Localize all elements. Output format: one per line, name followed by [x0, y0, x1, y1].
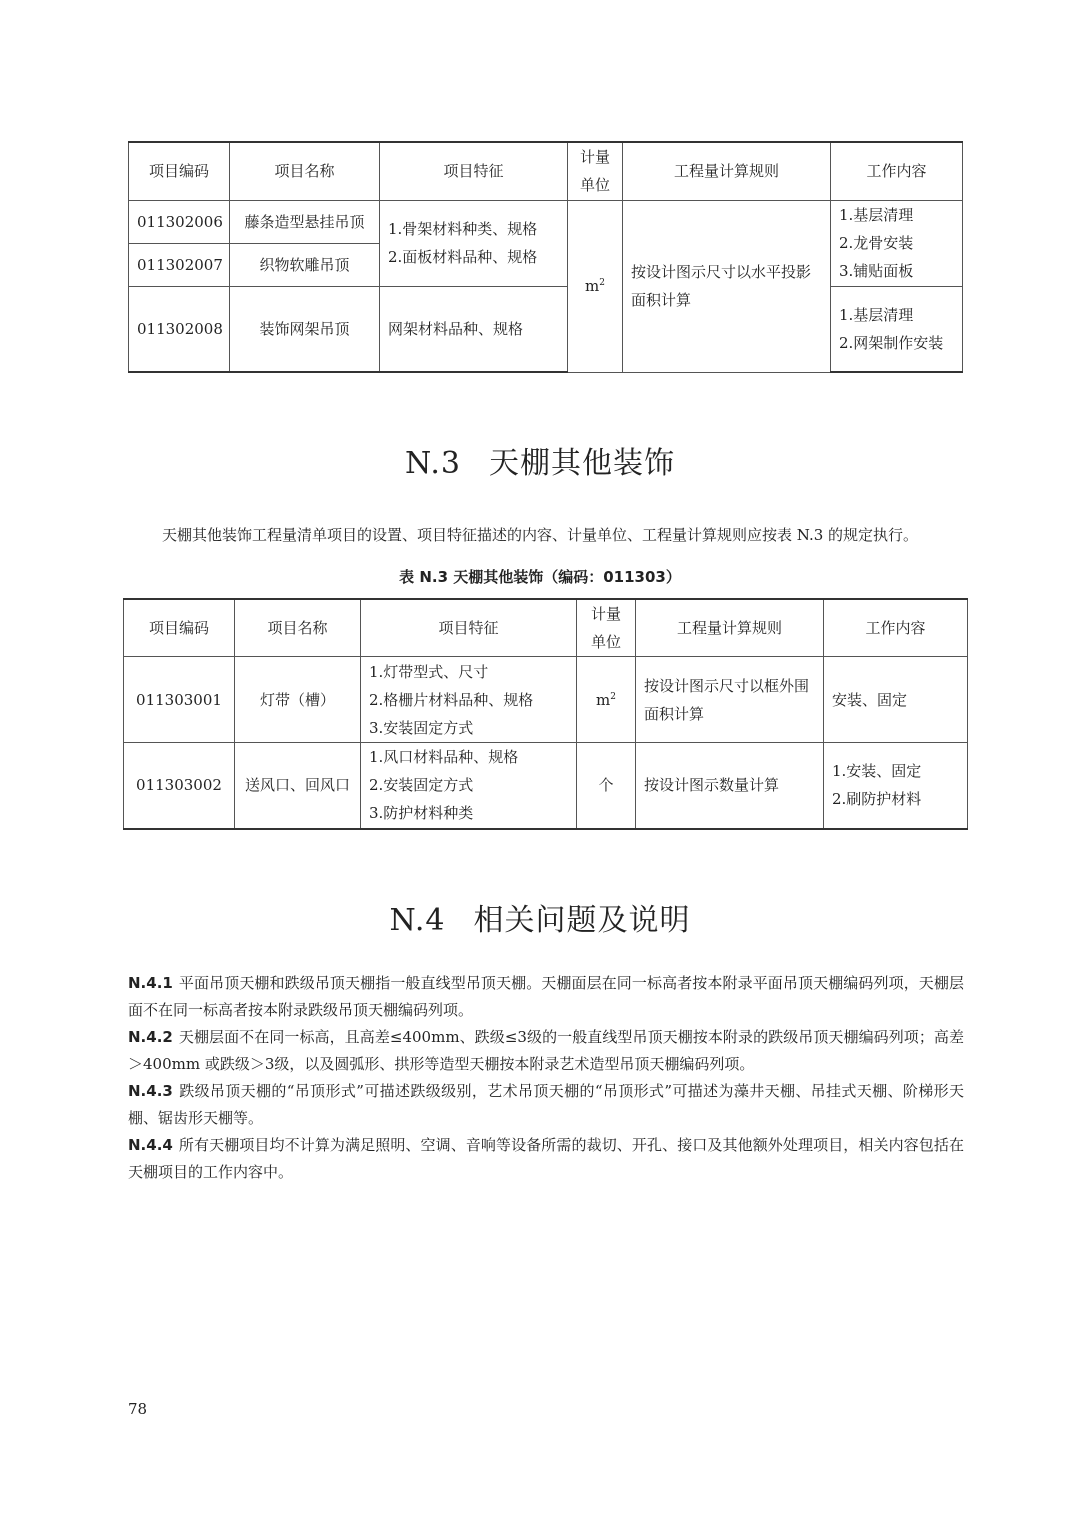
- row-code: 011303002: [124, 743, 235, 829]
- row-unit: [568, 200, 623, 372]
- row-code: 011302008: [129, 286, 230, 372]
- header-unit-line2: 单位: [590, 633, 621, 651]
- note-id: N.4.1: [128, 974, 173, 992]
- row-features: [361, 657, 577, 743]
- feature-line: 3.安装固定方式: [369, 718, 474, 737]
- feature-line: 1.骨架材料种类、规格: [388, 220, 538, 238]
- header-feature: 项目特征: [361, 599, 577, 657]
- ceiling-table-n3: [123, 598, 968, 830]
- header-work: 工作内容: [831, 142, 963, 200]
- note-id: N.4.4: [128, 1136, 173, 1154]
- ceiling-table-n2: [128, 141, 963, 373]
- row-unit: [577, 743, 636, 829]
- feature-line: 1.灯带型式、尺寸: [369, 662, 489, 681]
- row-work: [831, 286, 963, 372]
- unit-text: m: [596, 690, 611, 709]
- row-name: 送风口、回风口: [235, 743, 361, 829]
- feature-line: 2.格栅片材料品种、规格: [369, 690, 534, 709]
- row-features: [361, 743, 577, 829]
- note-text: 平面吊顶天棚和跌级吊顶天棚指一般直线型吊顶天棚。天棚面层在同一标高者按本附录平面吊顶天棚编码列项，天棚层面不在同一标高者按本附录跌级吊顶天棚编码列项。: [128, 974, 964, 1019]
- work-line: 3.铺贴面板: [839, 262, 914, 280]
- section-number: N.3: [405, 446, 461, 481]
- note-id: N.4.3: [128, 1082, 173, 1100]
- row-code: 011303001: [124, 657, 235, 743]
- table-caption: 表 N.3 天棚其他装饰（编码：011303）: [399, 568, 681, 586]
- header-code: 项目编码: [124, 599, 235, 657]
- unit-text: 个: [598, 776, 614, 795]
- header-feature: 项目特征: [380, 142, 568, 200]
- feature-line: 2.安装固定方式: [369, 776, 474, 795]
- header-code: 项目编码: [129, 142, 230, 200]
- row-features: [380, 200, 568, 286]
- row-work: [824, 657, 968, 743]
- row-unit: [577, 657, 636, 743]
- note-id: N.4.2: [128, 1028, 173, 1046]
- row-rule: 按设计图示数量计算: [636, 743, 824, 829]
- work-line: 1.基层清理: [839, 305, 914, 324]
- note-text: 跌级吊顶天棚的“吊顶形式”可描述跌级级别，艺术吊顶天棚的“吊顶形式”可描述为藻井天棚、吊挂式天棚、阶梯形天棚、锯齿形天棚等。: [128, 1082, 964, 1127]
- note-item: [128, 970, 964, 1024]
- row-name: 灯带（槽）: [235, 657, 361, 743]
- work-line: 2.龙骨安装: [839, 234, 914, 252]
- section-heading-n4: [0, 895, 1080, 939]
- header-unit-line1: 计量: [579, 148, 610, 167]
- section-title: 天棚其他装饰: [488, 446, 675, 481]
- header-rule: 工程量计算规则: [636, 599, 824, 657]
- feature-line: 3.防护材料种类: [369, 804, 474, 823]
- header-unit: [568, 142, 623, 200]
- row-code: 011302006: [129, 200, 230, 243]
- header-name: 项目名称: [230, 142, 380, 200]
- row-features: 网架材料品种、规格: [380, 286, 568, 372]
- row-code: 011302007: [129, 243, 230, 286]
- intro-paragraph: 天棚其他装饰工程量清单项目的设置、项目特征描述的内容、计量单位、工程量计算规则应按表 N.3 的规定执行。: [162, 526, 919, 544]
- section-number: N.4: [389, 903, 446, 938]
- note-item: [128, 1024, 964, 1078]
- feature-line: 1.风口材料品种、规格: [369, 748, 519, 767]
- header-unit: [577, 599, 636, 657]
- header-rule: 工程量计算规则: [623, 142, 831, 200]
- note-item: [128, 1132, 964, 1186]
- section-heading-n3: [0, 438, 1080, 482]
- row-name: 藤条造型悬挂吊顶: [230, 200, 380, 243]
- note-item: [128, 1078, 964, 1132]
- notes-list: [128, 970, 964, 1186]
- header-work: 工作内容: [824, 599, 968, 657]
- feature-line: 2.面板材料品种、规格: [388, 248, 538, 266]
- work-line: 1.基层清理: [839, 206, 914, 224]
- header-unit-line1: 计量: [590, 605, 621, 623]
- work-line: 1.安装、固定: [832, 762, 922, 781]
- section-title: 相关问题及说明: [473, 903, 691, 938]
- work-line: 安装、固定: [832, 690, 908, 709]
- unit-text: m: [585, 277, 600, 295]
- unit-sup: 2: [610, 691, 616, 702]
- row-name: 装饰网架吊顶: [230, 286, 380, 372]
- header-unit-line2: 单位: [579, 176, 610, 195]
- unit-sup: 2: [599, 278, 605, 288]
- page-number: 78: [128, 1400, 148, 1418]
- work-line: 2.刷防护材料: [832, 790, 922, 809]
- row-work: [831, 200, 963, 286]
- row-rule: 按设计图示尺寸以水平投影面积计算: [623, 200, 831, 372]
- row-work: [824, 743, 968, 829]
- note-text: 天棚层面不在同一标高，且高差≤400mm、跌级≤3级的一般直线型吊顶天棚按本附录的跌级吊顶天棚编码列项；高差＞400mm 或跌级＞3级，以及圆弧形、拱形等造型天棚按本附录艺术造型吊顶天棚编码列项。: [128, 1028, 964, 1073]
- row-rule: 按设计图示尺寸以框外围面积计算: [636, 657, 824, 743]
- work-line: 2.网架制作安装: [839, 333, 944, 352]
- row-name: 织物软雕吊顶: [230, 243, 380, 286]
- note-text: 所有天棚项目均不计算为满足照明、空调、音响等设备所需的裁切、开孔、接口及其他额外处理项目，相关内容包括在天棚项目的工作内容中。: [128, 1136, 964, 1181]
- header-name: 项目名称: [235, 599, 361, 657]
